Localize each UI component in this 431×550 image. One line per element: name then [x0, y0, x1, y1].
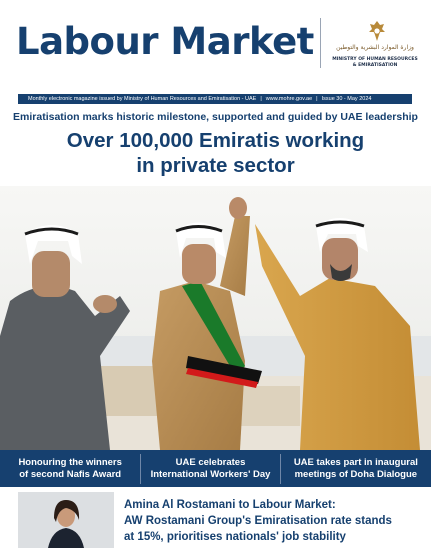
- interview-line: AW Rostamani Group's Emiratisation rate stands: [124, 515, 392, 527]
- issue-number: Issue 30 - May 2024: [321, 96, 372, 102]
- ministry-name-arabic: وزارة الموارد البشرية والتوطين: [336, 44, 414, 51]
- interview-teaser[interactable]: [0, 487, 431, 550]
- interview-line: at 15%, prioritises nationals' job stability: [124, 531, 346, 543]
- highlight-workers-day[interactable]: [141, 450, 279, 487]
- highlights-strip: [0, 450, 431, 487]
- highlight-nafis-award[interactable]: [0, 450, 140, 487]
- cover-kicker: Emiratisation marks historic milestone, supported and guided by UAE leadership: [13, 111, 418, 123]
- highlight-line: Honouring the winners: [18, 456, 122, 468]
- interview-line: Amina Al Rostamani to Labour Market:: [124, 499, 336, 511]
- ministry-name-english: MINISTRY OF HUMAN RESOURCES & EMIRATISATION: [332, 57, 418, 68]
- info-separator: |: [260, 96, 262, 102]
- highlight-line: UAE takes part in inaugural: [293, 456, 418, 468]
- headline-line-2: in private sector: [136, 154, 295, 177]
- highlight-line: meetings of Doha Dialogue: [294, 468, 418, 480]
- cover-headline: [10, 128, 421, 178]
- cover-photo: [0, 186, 431, 450]
- headline-line-1: Over 100,000 Emiratis working: [66, 129, 365, 152]
- magazine-description: Monthly electronic magazine issued by Ministry of Human Resources and Emiratisation - UAE: [28, 96, 257, 102]
- uae-falcon-emblem-icon: [367, 20, 387, 42]
- interview-headline: [124, 497, 424, 545]
- highlight-doha-dialogue[interactable]: [281, 450, 431, 487]
- masthead-divider: [320, 18, 321, 68]
- highlight-line: UAE celebrates: [175, 456, 246, 468]
- magazine-title: Labour Market: [16, 20, 314, 63]
- highlight-line: of second Nafis Award: [19, 468, 122, 480]
- interview-portrait: [18, 492, 114, 548]
- highlight-line: International Workers' Day: [150, 468, 271, 480]
- info-separator: |: [316, 96, 318, 102]
- masthead: [0, 0, 431, 90]
- issue-info-bar: [18, 94, 412, 104]
- website-link[interactable]: www.mohre.gov.ae: [265, 96, 313, 102]
